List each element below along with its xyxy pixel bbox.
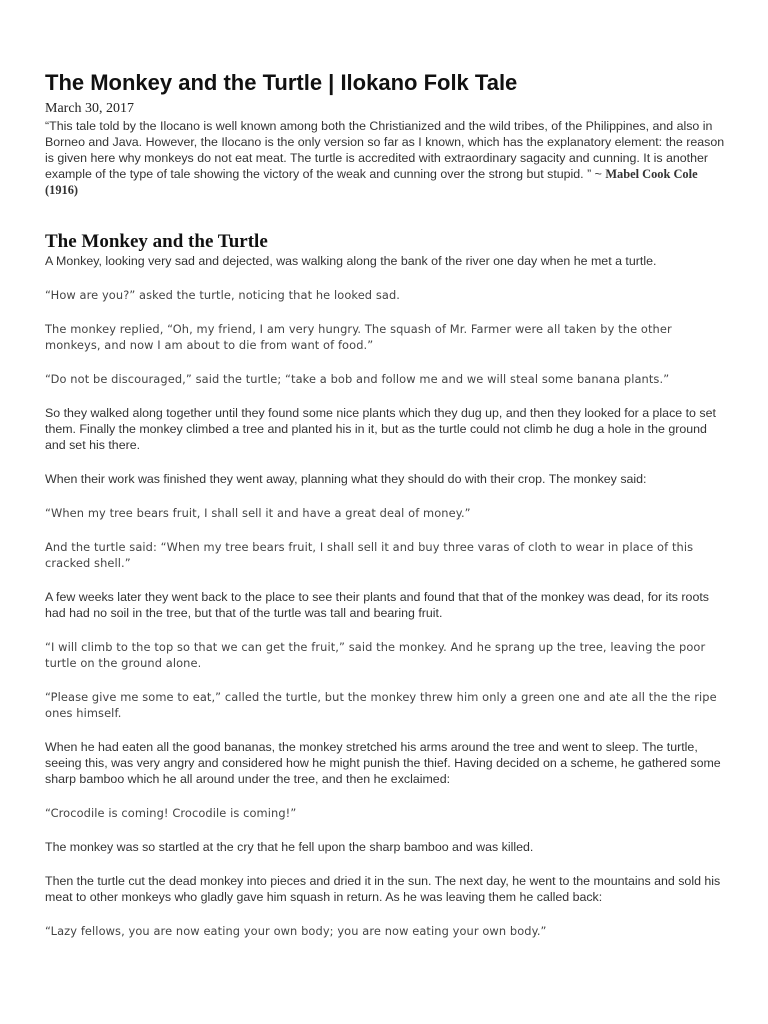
story-paragraph: “Lazy fellows, you are now eating your own body; you are now eating your own body.” bbox=[45, 924, 547, 938]
intro-text: “This tale told by the Ilocano is well known among both the Christianized and the wild tribes, of the Philippines, and also in Borneo and Java. However, the Ilocano is the only version so far as I known, which has the explanatory element: the reason is given here why monkeys do not eat meat. The turtle is accredited with extraordinary sagacity and cunning. It is another example of the type of tale showing the victory of the weak and cunning over the strong but stupid. ” ~ bbox=[45, 119, 725, 181]
story-paragraph: So they walked along together until they found some nice plants which they dug up, and then they looked for a place to set them. Finally the monkey climbed a tree and planted his in it, but as the turtle could not climb he dug a hole in the ground and set his there. bbox=[45, 406, 716, 452]
publish-date: March 30, 2017 bbox=[45, 101, 135, 116]
story-paragraph: “Please give me some to eat,” called the turtle, but the monkey threw him only a green one and ate all the the ripe ones himself. bbox=[45, 690, 717, 720]
page-title: The Monkey and the Turtle | Ilokano Folk Tale bbox=[45, 70, 518, 95]
story-paragraph: “I will climb to the top so that we can get the fruit,” said the monkey. And he sprang up the tree, leaving the poor turtle on the ground alone. bbox=[45, 640, 706, 670]
story-paragraph: Then the turtle cut the dead monkey into pieces and dried it in the sun. The next day, he went to the mountains and sold his meat to other monkeys who gladly gave him squash in return. As he was leaving them he called back: bbox=[45, 874, 721, 904]
story-paragraph: The monkey replied, “Oh, my friend, I am very hungry. The squash of Mr. Farmer were all taken by the other monkeys, and now I am about to die from want of food.” bbox=[45, 322, 672, 352]
document-page bbox=[45, 68, 725, 957]
story-paragraph: “How are you?” asked the turtle, noticing that he looked sad. bbox=[45, 288, 401, 302]
story-paragraph: A Monkey, looking very sad and dejected, was walking along the bank of the river one day when he met a turtle. bbox=[45, 254, 657, 268]
intro-paragraph bbox=[45, 118, 725, 198]
story-paragraph: When he had eaten all the good bananas, the monkey stretched his arms around the tree and went to sleep. The turtle, seeing this, was very angry and considered how he might punish the thief. Having decided on a scheme, he gathered some sharp bamboo which he all around under the tree, and then he exclaimed: bbox=[45, 740, 721, 786]
story-paragraph: The monkey was so startled at the cry that he fell upon the sharp bamboo and was killed. bbox=[45, 840, 534, 854]
story-paragraph: When their work was finished they went away, planning what they should do with their crop. The monkey said: bbox=[45, 472, 647, 486]
story-paragraph: And the turtle said: “When my tree bears fruit, I shall sell it and buy three varas of cloth to wear in place of this cracked shell.” bbox=[45, 540, 694, 570]
section-heading: The Monkey and the Turtle bbox=[45, 231, 268, 252]
intro-attribution: Mabel Cook Cole (1916) bbox=[45, 167, 698, 197]
story-paragraph: A few weeks later they went back to the place to see their plants and found that that of the monkey was dead, for its roots had had no soil in the tree, but that of the turtle was tall and bearing fruit. bbox=[45, 590, 709, 620]
story-paragraph: “When my tree bears fruit, I shall sell it and have a great deal of money.” bbox=[45, 506, 471, 520]
story-paragraph: “Crocodile is coming! Crocodile is coming!” bbox=[45, 806, 297, 820]
story-paragraph: “Do not be discouraged,” said the turtle; “take a bob and follow me and we will steal some banana plants.” bbox=[45, 372, 670, 386]
